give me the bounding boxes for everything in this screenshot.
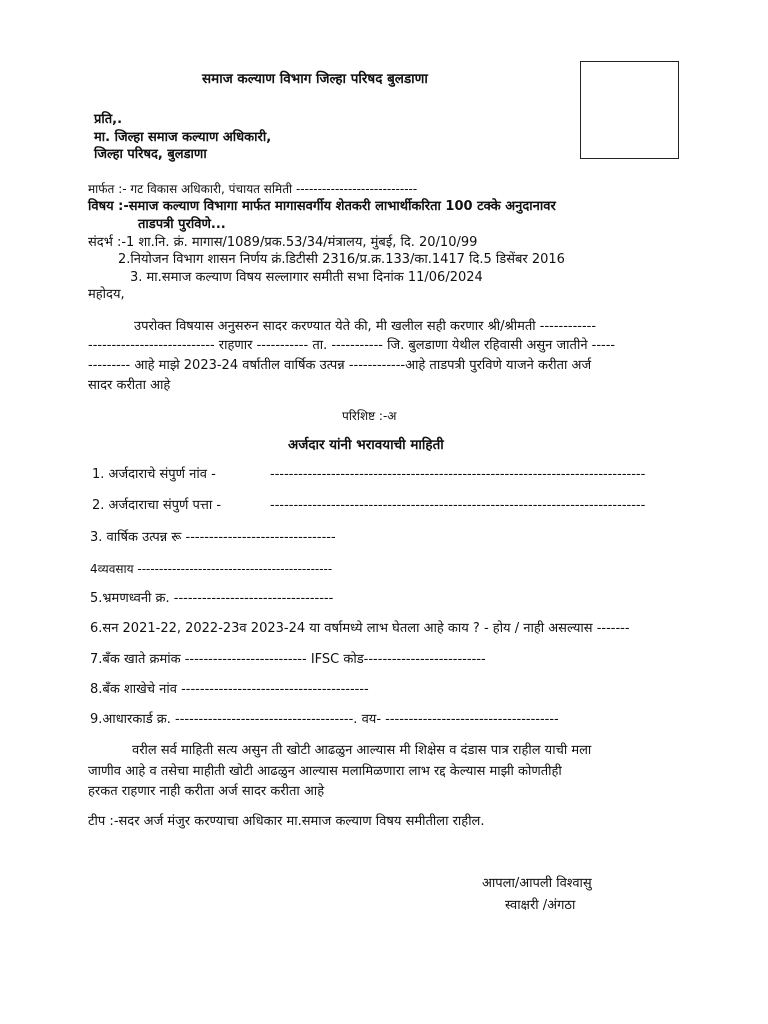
addressee-line-3: जिल्हा परिषद, बुलडाणा — [94, 147, 207, 162]
office-title: समाज कल्याण विभाग जिल्हा परिषद बुलडाणा — [202, 71, 428, 87]
field-address-blank: -------------------------------------------------------------------------------- — [270, 498, 646, 513]
field-bank-branch: 8.बँक शाखेचे नांव ---------------------------------------- — [90, 682, 369, 697]
reference-3: 3. मा.समाज कल्याण विषय सल्लागार समीती सभा दिनांक 11/06/2024 — [130, 270, 483, 285]
body-line-3: --------- आहे माझे 2023-24 वर्षातील वार्षिक उत्पन्न ------------आहे ताडपत्री पुरविणे याजने करीता अर्ज — [88, 358, 592, 373]
field-name-label: 1. अर्जदाराचे संपुर्ण नांव - — [92, 467, 216, 482]
subject-line-2: ताडपत्री पुरविणे... — [138, 217, 226, 232]
field-phone: 5.भ्रमणध्वनी क्र. ---------------------------------- — [90, 591, 334, 606]
addressee-line-2: मा. जिल्हा समाज कल्याण अधिकारी, — [94, 130, 272, 145]
field-occupation: 4व्यवसाय --------------------------------------------- — [90, 562, 333, 576]
field-income: 3. वार्षिक उत्पन्न रू -------------------------------- — [90, 530, 336, 545]
body-line-2: --------------------------- राहणार ----------- ता. ----------- जि. बुलडाणा येथील रहिवासी असुन जातीने ----- — [88, 338, 616, 353]
field-benefit: 6.सन 2021-22, 2022-23व 2023-24 या वर्षामध्ये लाभ घेतला आहे काय ? - होय / नाही असल्यास ------- — [90, 621, 630, 636]
addressee-line-1: प्रति,. — [94, 112, 123, 127]
closing-yours: आपला/आपली विश्वासु — [482, 876, 592, 891]
declaration-line-2: जाणीव आहे व तसेचा माहीती खोटी आढळुन आल्यास मलामिळणारा लाभ रद्द केल्यास माझी कोणतीही — [88, 764, 562, 779]
form-heading: अर्जदार यांनी भरावयाची माहिती — [288, 437, 444, 453]
photo-box — [580, 61, 679, 159]
annexure-label: परिशिष्ट :-अ — [342, 409, 397, 423]
via-line: मार्फत :- गट विकास अधिकारी, पंचायत समिती ---------------------------- — [88, 182, 418, 196]
reference-1: संदर्भ :-1 शा.नि. क्रं. मागास/1089/प्रक.53/34/मंत्रालय, मुंबई, दि. 20/10/99 — [88, 235, 478, 250]
subject-line-1: विषय :-समाज कल्याण विभागा मार्फत मागासवर्गीय शेतकरी लाभार्थीकरिता 100 टक्के अनुदानावर — [88, 199, 556, 214]
closing-signature: स्वाक्षरी /अंगठा — [505, 898, 576, 913]
body-line-1: उपरोक्त विषयास अनुसरुन सादर करण्यात येते की, मी खलील सही करणार श्री/श्रीमती ------------ — [134, 319, 597, 334]
body-line-4: सादर करीता आहे — [88, 378, 171, 393]
field-bank-account: 7.बँक खाते क्रमांक -------------------------- IFSC कोड-------------------------- — [90, 652, 486, 667]
field-address-label: 2. अर्जदाराचा संपुर्ण पत्ता - — [92, 498, 222, 513]
note-line: टीप :-सदर अर्ज मंजुर करण्याचा अधिकार मा.समाज कल्याण विषय समीतीला राहील. — [88, 814, 485, 829]
declaration-line-3: हरकत राहणार नाही करीता अर्ज सादर करीता आहे — [88, 784, 325, 799]
salutation: महोदय, — [88, 287, 125, 302]
field-aadhaar: 9.आधारकार्ड क्र. --------------------------------------. वय- ------------------------------------- — [90, 712, 559, 727]
field-name-blank: -------------------------------------------------------------------------------- — [270, 467, 646, 482]
reference-2: 2.नियोजन विभाग शासन निर्णय क्रं.डिटीसी 2316/प्र.क्र.133/का.1417 दि.5 डिसेंबर 2016 — [118, 252, 565, 267]
declaration-line-1: वरील सर्व माहिती सत्य असुन ती खोटी आढळुन आल्यास मी शिक्षेस व दंडास पात्र राहील याची मला — [132, 743, 592, 758]
